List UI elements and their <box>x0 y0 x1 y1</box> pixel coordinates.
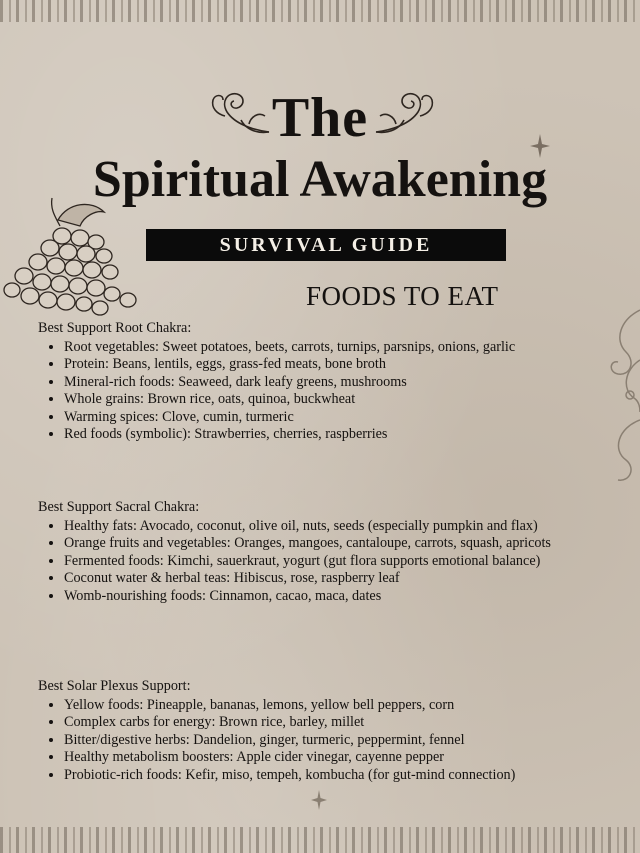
list-item: • Red foods (symbolic): Strawberries, cherries, raspberries <box>64 426 628 444</box>
title-line-1: The <box>271 87 369 149</box>
list-item: • Womb-nourishing foods: Cinnamon, cacao, maca, dates <box>64 588 628 606</box>
list-item: • Complex carbs for energy: Brown rice, barley, millet <box>64 714 628 732</box>
list-item: • Mineral-rich foods: Seaweed, dark leafy greens, mushrooms <box>64 374 628 392</box>
top-border-ornament <box>0 0 640 22</box>
food-list <box>38 697 628 785</box>
list-item: • Healthy fats: Avocado, coconut, olive oil, nuts, seeds (especially pumpkin and flax) <box>64 518 628 536</box>
list-item: • Root vegetables: Sweet potatoes, beets, carrots, turnips, parsnips, onions, garlic <box>64 339 628 357</box>
list-item: • Whole grains: Brown rice, oats, quinoa, buckwheat <box>64 391 628 409</box>
grapes-icon <box>0 196 150 322</box>
root-chakra-section <box>38 320 628 444</box>
survival-guide-banner: SURVIVAL GUIDE <box>146 229 506 261</box>
sparkle-icon <box>311 790 327 810</box>
list-item: • Fermented foods: Kimchi, sauerkraut, yogurt (gut flora supports emotional balance) <box>64 553 628 571</box>
list-item: • Protein: Beans, lentils, eggs, grass-fed meats, bone broth <box>64 356 628 374</box>
list-item: • Yellow foods: Pineapple, bananas, lemons, yellow bell peppers, corn <box>64 697 628 715</box>
list-item: • Bitter/digestive herbs: Dandelion, ginger, turmeric, peppermint, fennel <box>64 732 628 750</box>
list-item: • Probiotic-rich foods: Kefir, miso, tempeh, kombucha (for gut-mind connection) <box>64 767 628 785</box>
food-list <box>38 339 628 444</box>
solar-plexus-section <box>38 678 628 784</box>
title-line-2: Spiritual Awakening <box>92 151 548 208</box>
list-item: • Orange fruits and vegetables: Oranges, mangoes, cantaloupe, carrots, squash, apricots <box>64 535 628 553</box>
list-item: • Healthy metabolism boosters: Apple cider vinegar, cayenne pepper <box>64 749 628 767</box>
list-item: • Warming spices: Clove, cumin, turmeric <box>64 409 628 427</box>
food-list <box>38 518 628 606</box>
sacral-chakra-section <box>38 499 628 605</box>
list-item: • Coconut water & herbal teas: Hibiscus, rose, raspberry leaf <box>64 570 628 588</box>
foods-heading: FOODS TO EAT <box>306 281 499 311</box>
bottom-border-ornament <box>0 827 640 853</box>
section-title: Best Support Sacral Chakra: <box>38 499 200 515</box>
section-title: Best Solar Plexus Support: <box>38 678 191 694</box>
section-title: Best Support Root Chakra: <box>38 320 192 336</box>
